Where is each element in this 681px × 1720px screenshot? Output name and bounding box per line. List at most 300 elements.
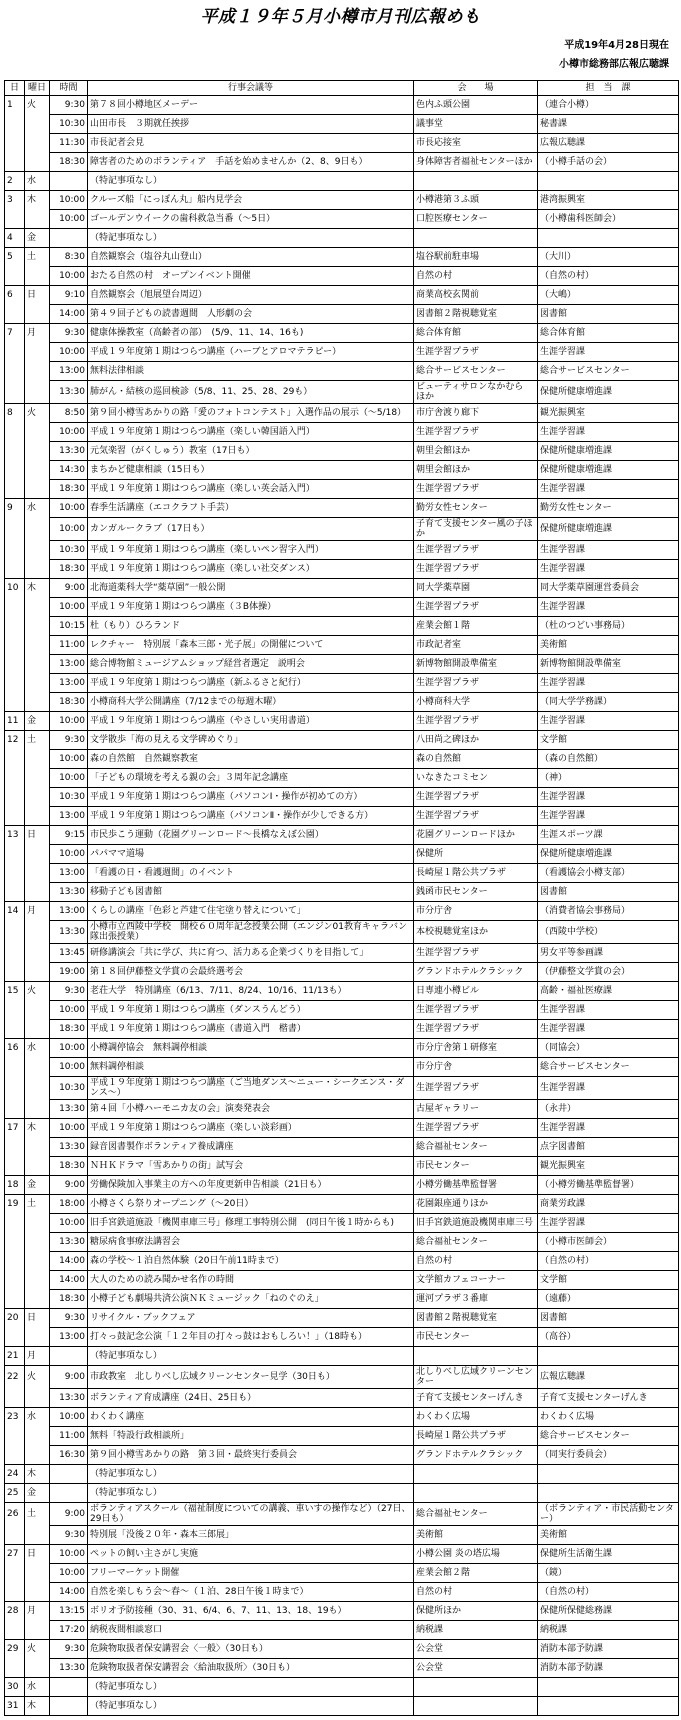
- cell-event: 老荘大学 特別講座（6/13、7/11、8/24、10/16、11/13も）: [88, 982, 414, 1001]
- cell-event: 杜（もり）ひろランド: [88, 617, 414, 636]
- cell-time: 19:00: [50, 963, 88, 982]
- table-header-row: [5, 81, 679, 96]
- table-row: [5, 807, 679, 826]
- cell-weekday: 火: [25, 1366, 50, 1389]
- cell-weekday: [25, 1564, 50, 1583]
- cell-day: [5, 1389, 25, 1408]
- cell-event: 健康体操教室（高齢者の部） (5/9、11、14、16も): [88, 324, 414, 343]
- cell-department: 文学館: [538, 731, 679, 750]
- cell-venue: [414, 1465, 538, 1484]
- cell-venue: 生涯学習プラザ: [414, 423, 538, 442]
- table-row: [5, 286, 679, 305]
- cell-day: [5, 442, 25, 461]
- cell-time: 13:30: [50, 381, 88, 404]
- cell-time: 10:00: [50, 750, 88, 769]
- cell-day: 1: [5, 96, 25, 115]
- cell-venue: 花園銀座通りほか: [414, 1195, 538, 1214]
- table-row: [5, 1389, 679, 1408]
- cell-weekday: [25, 1389, 50, 1408]
- cell-weekday: [25, 1252, 50, 1271]
- cell-time: 10:00: [50, 210, 88, 229]
- cell-weekday: 水: [25, 1039, 50, 1058]
- cell-department: （小樽市医師会）: [538, 1233, 679, 1252]
- cell-time: 9:00: [50, 579, 88, 598]
- table-row: [5, 1157, 679, 1176]
- cell-weekday: [25, 518, 50, 541]
- cell-department: （小樽歯科医師会）: [538, 210, 679, 229]
- cell-event: 障害者のためのボランティア 手話を始めませんか（2、8、9日も）: [88, 153, 414, 172]
- cell-weekday: 日: [25, 286, 50, 305]
- table-row: [5, 826, 679, 845]
- cell-department: [538, 1347, 679, 1366]
- cell-time: 11:30: [50, 134, 88, 153]
- cell-venue: 塩谷駅前駐車場: [414, 248, 538, 267]
- table-row: [5, 461, 679, 480]
- cell-event: 打々っ鼓記念公演「１２年目の打々っ鼓はおもしろい！」（18時も）: [88, 1328, 414, 1347]
- cell-department: （神）: [538, 769, 679, 788]
- table-row: [5, 115, 679, 134]
- cell-department: （杜のつどい事務局）: [538, 617, 679, 636]
- cell-time: 8:50: [50, 404, 88, 423]
- cell-weekday: [25, 305, 50, 324]
- cell-department: （伊藤整文学賞の会）: [538, 963, 679, 982]
- cell-department: （連合小樽）: [538, 96, 679, 115]
- cell-day: [5, 674, 25, 693]
- table-row: [5, 1503, 679, 1526]
- cell-day: [5, 1427, 25, 1446]
- cell-venue: 生涯学習プラザ: [414, 1001, 538, 1020]
- cell-day: [5, 305, 25, 324]
- cell-event: 平成１９年度第１期はつらつ講座（楽しいペン習字入門）: [88, 541, 414, 560]
- table-row: [5, 1100, 679, 1119]
- header-day: 日: [5, 81, 25, 96]
- cell-event: ボランティアスクール（福祉制度についての講義、車いすの操作など）（27日、29日も）: [88, 1503, 414, 1526]
- cell-venue: 運河プラザ３番庫: [414, 1290, 538, 1309]
- cell-time: 14:00: [50, 1252, 88, 1271]
- cell-day: [5, 845, 25, 864]
- table-row: [5, 693, 679, 712]
- cell-day: [5, 381, 25, 404]
- cell-event: ペットの飼い主さがし実施: [88, 1545, 414, 1564]
- cell-department: 文学館: [538, 1271, 679, 1290]
- table-row: [5, 1119, 679, 1138]
- table-row: [5, 541, 679, 560]
- cell-venue: 総合サービスセンター: [414, 362, 538, 381]
- table-row: [5, 404, 679, 423]
- cell-event: 平成１９年度第１期はつらつ講座（３B体操）: [88, 598, 414, 617]
- cell-venue: 旧手宮鉄道施設機関車庫三号: [414, 1214, 538, 1233]
- cell-department: 総合サービスセンター: [538, 362, 679, 381]
- cell-department: （消費者協会事務局）: [538, 902, 679, 921]
- cell-weekday: [25, 541, 50, 560]
- cell-time: 10:00: [50, 1214, 88, 1233]
- table-row: [5, 229, 679, 248]
- cell-department: 生涯学習課: [538, 598, 679, 617]
- table-row: [5, 769, 679, 788]
- cell-weekday: [25, 1290, 50, 1309]
- cell-weekday: 金: [25, 229, 50, 248]
- cell-time: 13:00: [50, 674, 88, 693]
- cell-venue: 長崎屋１階公共プラザ: [414, 864, 538, 883]
- cell-event: 平成１９年度第１期はつらつ講座（書道入門 楷書）: [88, 1020, 414, 1039]
- cell-time: 10:30: [50, 115, 88, 134]
- cell-event: 危険物取扱者保安講習会〈一般〉（30日も）: [88, 1640, 414, 1659]
- cell-weekday: [25, 560, 50, 579]
- cell-day: 19: [5, 1195, 25, 1214]
- cell-time: 18:30: [50, 153, 88, 172]
- cell-event: 第７８回小樽地区メーデー: [88, 96, 414, 115]
- cell-event: 自然観察会（塩谷丸山登山）: [88, 248, 414, 267]
- cell-day: [5, 267, 25, 286]
- cell-time: 13:00: [50, 902, 88, 921]
- cell-time: 9:10: [50, 286, 88, 305]
- cell-time: 9:00: [50, 1176, 88, 1195]
- cell-venue: 勤労女性センター: [414, 499, 538, 518]
- cell-weekday: [25, 674, 50, 693]
- cell-venue: 公会堂: [414, 1640, 538, 1659]
- cell-time: 16:30: [50, 1446, 88, 1465]
- cell-time: 10:00: [50, 598, 88, 617]
- cell-weekday: 月: [25, 902, 50, 921]
- table-row: [5, 944, 679, 963]
- table-row: [5, 442, 679, 461]
- cell-time: 13:45: [50, 944, 88, 963]
- table-row: [5, 1446, 679, 1465]
- cell-day: 22: [5, 1366, 25, 1389]
- table-row: [5, 343, 679, 362]
- cell-venue: 総合体育館: [414, 324, 538, 343]
- table-row: [5, 579, 679, 598]
- table-row: [5, 750, 679, 769]
- cell-time: 18:30: [50, 560, 88, 579]
- cell-time: 18:30: [50, 1020, 88, 1039]
- cell-time: 9:30: [50, 982, 88, 1001]
- cell-venue: 保健所ほか: [414, 1602, 538, 1621]
- cell-event: 平成１９年度第１期はつらつ講座（楽しい社交ダンス）: [88, 560, 414, 579]
- cell-event: 文学散歩「海の見える文学碑めぐり」: [88, 731, 414, 750]
- cell-department: 生涯学習課: [538, 343, 679, 362]
- cell-day: 23: [5, 1408, 25, 1427]
- cell-weekday: 土: [25, 731, 50, 750]
- cell-time: 13:30: [50, 1659, 88, 1678]
- table-row: [5, 1309, 679, 1328]
- cell-event: 平成１９年度第１期はつらつ講座（楽しい淡彩画）: [88, 1119, 414, 1138]
- cell-event: 平成１９年度第１期はつらつ講座（ダンスうんどう）: [88, 1001, 414, 1020]
- table-row: [5, 191, 679, 210]
- cell-department: [538, 1484, 679, 1503]
- cell-event: くらしの講座「色彩と芦建て住宅塗り替えについて」: [88, 902, 414, 921]
- cell-weekday: [25, 845, 50, 864]
- cell-venue: 産業会館２階: [414, 1564, 538, 1583]
- table-row: [5, 674, 679, 693]
- cell-venue: 図書館２階視聴覚室: [414, 305, 538, 324]
- table-row: [5, 1058, 679, 1077]
- cell-event: （特記事項なし）: [88, 1484, 414, 1503]
- cell-weekday: [25, 617, 50, 636]
- cell-time: 10:00: [50, 1039, 88, 1058]
- table-row: [5, 381, 679, 404]
- cell-event: 自然を楽しもう会～春～（１泊、28日午後１時まで）: [88, 1583, 414, 1602]
- cell-event: 平成１９年度第１期はつらつ講座（新ふるさと紀行）: [88, 674, 414, 693]
- cell-event: フリーマーケット開催: [88, 1564, 414, 1583]
- cell-venue: わくわく広場: [414, 1408, 538, 1427]
- cell-day: [5, 518, 25, 541]
- cell-event: ボリオ予防接種（30、31、6/4、6、7、11、13、18、19も）: [88, 1602, 414, 1621]
- cell-weekday: [25, 1583, 50, 1602]
- cell-event: 移動子ども図書館: [88, 883, 414, 902]
- table-row: [5, 1640, 679, 1659]
- cell-day: [5, 560, 25, 579]
- table-row: [5, 1697, 679, 1716]
- cell-time: 13:00: [50, 655, 88, 674]
- cell-weekday: [25, 807, 50, 826]
- cell-venue: 自然の村: [414, 267, 538, 286]
- cell-venue: 保健所: [414, 845, 538, 864]
- cell-weekday: [25, 381, 50, 404]
- date-note: 平成19年4月28日現在: [564, 40, 669, 51]
- cell-time: 9:30: [50, 1640, 88, 1659]
- schedule-table: [4, 80, 679, 1716]
- cell-venue: 商業高校玄関前: [414, 286, 538, 305]
- cell-event: レクチャー 特別展「森本三郎・光子展」の開催について: [88, 636, 414, 655]
- table-row: [5, 1001, 679, 1020]
- cell-event: 労働保険加入事業主の方への年度更新申告相談（21日も）: [88, 1176, 414, 1195]
- cell-day: [5, 1001, 25, 1020]
- cell-event: まちかど健康相談（15日も）: [88, 461, 414, 480]
- cell-department: 図書館: [538, 1309, 679, 1328]
- cell-weekday: [25, 693, 50, 712]
- cell-venue: 生涯学習プラザ: [414, 1077, 538, 1100]
- cell-venue: ビューティサロンなかむら ほか: [414, 381, 538, 404]
- cell-weekday: [25, 362, 50, 381]
- cell-department: [538, 1678, 679, 1697]
- cell-venue: 市民センター: [414, 1157, 538, 1176]
- cell-day: 18: [5, 1176, 25, 1195]
- cell-venue: 市長応接室: [414, 134, 538, 153]
- cell-event: （特記事項なし）: [88, 1697, 414, 1716]
- cell-day: 8: [5, 404, 25, 423]
- cell-day: [5, 1290, 25, 1309]
- table-row: [5, 1564, 679, 1583]
- cell-day: 27: [5, 1545, 25, 1564]
- cell-event: 平成１９年度第１期はつらつ講座（楽しい韓国語入門）: [88, 423, 414, 442]
- cell-time: 18:30: [50, 693, 88, 712]
- cell-venue: [414, 1678, 538, 1697]
- cell-weekday: [25, 1077, 50, 1100]
- table-row: [5, 1484, 679, 1503]
- cell-department: [538, 172, 679, 191]
- cell-time: 13:30: [50, 1389, 88, 1408]
- cell-event: 無料「特設行政相談所」: [88, 1427, 414, 1446]
- cell-weekday: [25, 1138, 50, 1157]
- table-row: [5, 1176, 679, 1195]
- cell-event: カンガルークラブ（17日も）: [88, 518, 414, 541]
- cell-department: 商業労政課: [538, 1195, 679, 1214]
- cell-event: （特記事項なし）: [88, 1678, 414, 1697]
- cell-time: 11:00: [50, 636, 88, 655]
- table-row: [5, 267, 679, 286]
- cell-weekday: [25, 944, 50, 963]
- cell-weekday: 月: [25, 324, 50, 343]
- table-row: [5, 1077, 679, 1100]
- cell-event: 元気楽習（がくしゅう）教室（17日も）: [88, 442, 414, 461]
- table-row: [5, 963, 679, 982]
- cell-time: 10:00: [50, 1058, 88, 1077]
- table-row: [5, 1347, 679, 1366]
- cell-event: 大人のための読み聞かせ名作の時間: [88, 1271, 414, 1290]
- cell-day: [5, 769, 25, 788]
- table-row: [5, 1408, 679, 1427]
- cell-event: 録音図書製作ボランティア養成講座: [88, 1138, 414, 1157]
- cell-time: 9:00: [50, 1503, 88, 1526]
- cell-venue: 議事堂: [414, 115, 538, 134]
- cell-venue: グランドホテルクラシック: [414, 963, 538, 982]
- table-row: [5, 1271, 679, 1290]
- cell-venue: 生涯学習プラザ: [414, 712, 538, 731]
- cell-day: [5, 944, 25, 963]
- cell-event: 小樽子ども劇場共済公演ＮＫミュージック「ねのぐのえ」: [88, 1290, 414, 1309]
- cell-event: （特記事項なし）: [88, 172, 414, 191]
- cell-time: 10:00: [50, 1545, 88, 1564]
- cell-weekday: 木: [25, 191, 50, 210]
- cell-event: 「看護の日・看護週間」のイベント: [88, 864, 414, 883]
- cell-weekday: [25, 1233, 50, 1252]
- table-row: [5, 1621, 679, 1640]
- cell-department: 生涯学習課: [538, 1077, 679, 1100]
- cell-day: 17: [5, 1119, 25, 1138]
- cell-venue: [414, 172, 538, 191]
- table-row: [5, 1214, 679, 1233]
- cell-day: [5, 921, 25, 944]
- cell-venue: 総合福祉センター: [414, 1503, 538, 1526]
- cell-day: [5, 1233, 25, 1252]
- cell-venue: 朝里会館ほか: [414, 442, 538, 461]
- cell-venue: 市政記者室: [414, 636, 538, 655]
- table-row: [5, 1138, 679, 1157]
- cell-day: [5, 1659, 25, 1678]
- cell-day: [5, 1138, 25, 1157]
- cell-event: リサイクル・ブックフェア: [88, 1309, 414, 1328]
- cell-event: ゴールデンウイークの歯科救急当番（～5日）: [88, 210, 414, 229]
- cell-department: （鏡）: [538, 1564, 679, 1583]
- cell-day: 25: [5, 1484, 25, 1503]
- cell-weekday: [25, 480, 50, 499]
- table-row: [5, 1233, 679, 1252]
- cell-department: 新博物館開設準備室: [538, 655, 679, 674]
- cell-venue: 新博物館開設準備室: [414, 655, 538, 674]
- cell-event: 市長記者会見: [88, 134, 414, 153]
- cell-day: [5, 343, 25, 362]
- cell-department: 消防本部予防課: [538, 1659, 679, 1678]
- table-row: [5, 153, 679, 172]
- cell-weekday: [25, 115, 50, 134]
- cell-venue: 小樽労働基準監督署: [414, 1176, 538, 1195]
- cell-department: 生涯スポーツ課: [538, 826, 679, 845]
- cell-weekday: [25, 1659, 50, 1678]
- cell-day: [5, 807, 25, 826]
- cell-weekday: 火: [25, 404, 50, 423]
- cell-department: （永井）: [538, 1100, 679, 1119]
- cell-department: （同実行委員会）: [538, 1446, 679, 1465]
- cell-weekday: [25, 1328, 50, 1347]
- cell-venue: 文学館カフェコーナー: [414, 1271, 538, 1290]
- table-row: [5, 845, 679, 864]
- cell-weekday: [25, 1427, 50, 1446]
- cell-department: 男女平等参画課: [538, 944, 679, 963]
- cell-time: 17:20: [50, 1621, 88, 1640]
- cell-time: [50, 1678, 88, 1697]
- cell-time: 9:30: [50, 1309, 88, 1328]
- cell-department: （同大学学務課）: [538, 693, 679, 712]
- cell-time: 18:30: [50, 1157, 88, 1176]
- table-row: [5, 1039, 679, 1058]
- cell-time: 10:00: [50, 518, 88, 541]
- table-row: [5, 1602, 679, 1621]
- cell-day: [5, 883, 25, 902]
- cell-weekday: 火: [25, 96, 50, 115]
- cell-day: 5: [5, 248, 25, 267]
- cell-venue: 生涯学習プラザ: [414, 343, 538, 362]
- cell-day: [5, 1214, 25, 1233]
- cell-day: 7: [5, 324, 25, 343]
- cell-time: 13:30: [50, 921, 88, 944]
- table-row: [5, 788, 679, 807]
- cell-time: 14:00: [50, 1583, 88, 1602]
- cell-venue: 生涯学習プラザ: [414, 1119, 538, 1138]
- table-row: [5, 560, 679, 579]
- cell-event: 自然観察会（旭展望台周辺）: [88, 286, 414, 305]
- cell-event: 危険物取扱者保安講習会〈給油取扱所〉（30日も）: [88, 1659, 414, 1678]
- table-row: [5, 248, 679, 267]
- cell-day: [5, 693, 25, 712]
- cell-department: 生涯学習課: [538, 712, 679, 731]
- table-row: [5, 617, 679, 636]
- cell-day: [5, 655, 25, 674]
- table-row: [5, 1583, 679, 1602]
- cell-weekday: [25, 1621, 50, 1640]
- cell-department: 図書館: [538, 305, 679, 324]
- cell-weekday: [25, 153, 50, 172]
- cell-department: 広報広聴課: [538, 134, 679, 153]
- cell-time: 10:00: [50, 343, 88, 362]
- cell-time: 14:00: [50, 1271, 88, 1290]
- table-row: [5, 1427, 679, 1446]
- cell-event: 山田市長 ３期就任挨拶: [88, 115, 414, 134]
- cell-weekday: [25, 1157, 50, 1176]
- cell-event: 平成１９年度第１期はつらつ講座（パソコンⅠ・操作が初めての方）: [88, 788, 414, 807]
- cell-time: [50, 172, 88, 191]
- table-row: [5, 921, 679, 944]
- cell-weekday: 木: [25, 1119, 50, 1138]
- cell-time: 13:30: [50, 442, 88, 461]
- cell-event: 特別展「没後２０年・森本三郎展」: [88, 1526, 414, 1545]
- cell-weekday: [25, 636, 50, 655]
- cell-venue: 小樽港第３ふ頭: [414, 191, 538, 210]
- cell-event: 平成１９年度第１期はつらつ講座（パソコンⅡ・操作が少しできる方）: [88, 807, 414, 826]
- cell-department: 保健所健康増進課: [538, 845, 679, 864]
- cell-event: 総合博物館ミュージアムショップ経営者選定 説明会: [88, 655, 414, 674]
- cell-time: 13:30: [50, 1233, 88, 1252]
- cell-department: （大川）: [538, 248, 679, 267]
- cell-department: 保健所健康増進課: [538, 381, 679, 404]
- cell-weekday: [25, 461, 50, 480]
- cell-day: [5, 750, 25, 769]
- cell-venue: 子育て支援センター風の子ほか: [414, 518, 538, 541]
- cell-event: 森の学校～１泊自然体験（20日午前11時まで）: [88, 1252, 414, 1271]
- table-row: [5, 902, 679, 921]
- cell-time: [50, 1347, 88, 1366]
- department-name: 小樽市総務部広報広聴課: [559, 59, 669, 70]
